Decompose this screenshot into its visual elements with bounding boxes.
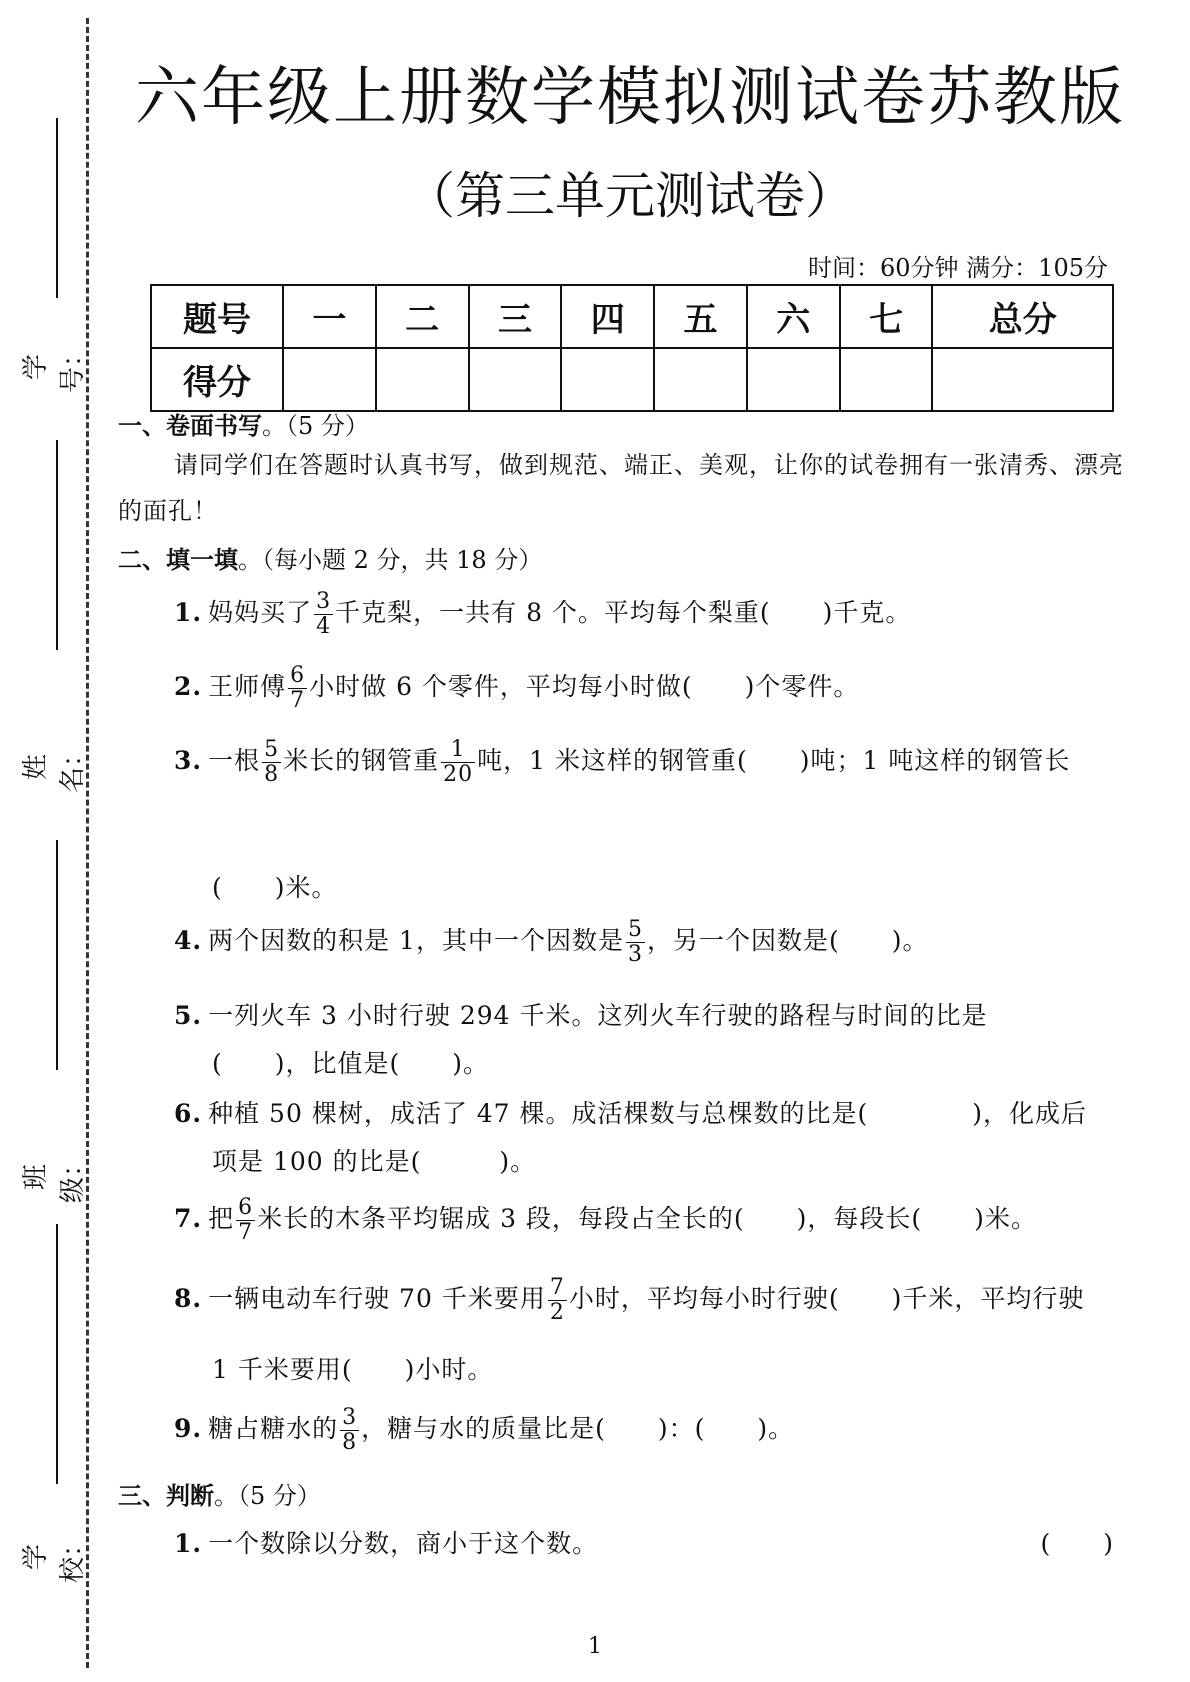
score-table-cell: 三 (469, 285, 562, 348)
score-table-score-row (151, 348, 1113, 411)
question-text: 吨，1 米这样的钢管重( )吨；1 吨这样的钢管长 (477, 746, 1071, 775)
score-table-cell: 二 (376, 285, 469, 348)
question-2-6 (174, 1094, 1154, 1130)
section-3-points: 。（5 分） (214, 1482, 321, 1510)
score-table-cell: 七 (840, 285, 933, 348)
question-3-1 (174, 1524, 1154, 1560)
question-number: 5. (174, 1001, 203, 1030)
fraction (314, 590, 333, 639)
question-text: 糖占糖水的 (208, 1414, 339, 1443)
fraction-denominator: 8 (264, 762, 280, 787)
question-number: 9. (174, 1414, 203, 1443)
fraction (548, 1276, 567, 1325)
question-number: 6. (174, 1099, 203, 1128)
question-2-5-cont (174, 1044, 1154, 1080)
fraction (262, 738, 281, 787)
fraction (236, 1196, 255, 1245)
question-text: 把 (208, 1204, 235, 1233)
name-label: 姓名： (21, 741, 88, 794)
question-number: 2. (174, 672, 203, 701)
page-number: 1 (588, 1634, 602, 1659)
score-table (150, 284, 1114, 412)
score-entry-cell[interactable] (283, 348, 376, 411)
question-text: 妈妈买了 (208, 598, 313, 627)
fraction-numerator: 6 (238, 1195, 254, 1220)
score-table-cell: 五 (654, 285, 747, 348)
page-title: 六年级上册数学模拟测试卷苏教版 (135, 61, 1125, 135)
question-number: 1. (174, 598, 203, 627)
name-rule (56, 440, 58, 650)
question-text: ( )，比值是( )。 (212, 1049, 490, 1078)
question-text: 小时做 6 个零件，平均每小时做( )个零件。 (309, 672, 860, 701)
question-number: 7. (174, 1204, 203, 1233)
score-entry-cell[interactable] (469, 348, 562, 411)
question-text: 小时，平均每小时行驶( )千米，平均行驶 (568, 1284, 1085, 1313)
score-table-cell: 得分 (151, 348, 283, 411)
question-text: ( )米。 (212, 873, 338, 902)
score-table-cell: 题号 (151, 285, 283, 348)
section-3-heading (118, 1476, 321, 1511)
binding-dashed-line (86, 18, 89, 1668)
question-2-6-cont (174, 1142, 1154, 1178)
question-text: 千克梨，一共有 8 个。平均每个梨重( )千克。 (335, 598, 912, 627)
section-3-title: 三、判断 (118, 1481, 214, 1510)
score-entry-cell[interactable] (932, 348, 1113, 411)
section-2-points: 。（每小题 2 分，共 18 分） (238, 546, 543, 574)
time-score-info: 时间：60分钟 满分：105分 (808, 254, 1108, 282)
question-2-1 (174, 590, 1154, 639)
score-entry-cell[interactable] (561, 348, 654, 411)
class-rule (56, 840, 58, 1070)
fraction-denominator: 20 (443, 762, 474, 787)
question-2-2 (174, 664, 1154, 713)
section-1-points: 。（5 分） (262, 412, 369, 440)
question-2-7 (174, 1196, 1154, 1245)
question-text: 米长的木条平均锯成 3 段，每段占全长的( )，每段长( )米。 (257, 1204, 1037, 1233)
question-text: ，糖与水的质量比是( )：( )。 (361, 1414, 795, 1443)
question-text: 一个数除以分数，商小于这个数。 (208, 1529, 599, 1558)
section-1-title: 一、卷面书写 (118, 411, 262, 440)
fraction-numerator: 5 (627, 917, 643, 942)
score-entry-cell[interactable] (747, 348, 840, 411)
fraction-denominator: 7 (290, 688, 306, 713)
question-text: 两个因数的积是 1，其中一个因数是 (208, 926, 624, 955)
section-1-text: 请同学们在答题时认真书写，做到规范、端正、美观，让你的试卷拥有一张清秀、漂亮的面孔！ (118, 451, 1124, 525)
student-id-rule (56, 118, 58, 298)
question-text: ，另一个因数是( )。 (646, 926, 929, 955)
fraction (288, 664, 307, 713)
question-2-4 (174, 918, 1154, 967)
question-2-8-cont (174, 1350, 1154, 1386)
school-rule (56, 1224, 58, 1484)
fraction-numerator: 3 (342, 1405, 358, 1430)
question-2-3-cont (174, 868, 1154, 904)
question-2-8 (174, 1276, 1154, 1325)
fraction (626, 918, 645, 967)
question-text: 王师傅 (208, 672, 287, 701)
answer-paren[interactable]: ( ) (1040, 1529, 1114, 1558)
score-entry-cell[interactable] (654, 348, 747, 411)
question-number: 8. (174, 1284, 203, 1313)
student-id-label: 学号： (21, 341, 88, 394)
question-text: 一列火车 3 小时行驶 294 千米。这列火车行驶的路程与时间的比是 (208, 1001, 988, 1030)
question-text: 项是 100 的比是( )。 (212, 1147, 537, 1176)
question-2-5 (174, 996, 1154, 1032)
section-2-title: 二、填一填 (118, 545, 238, 574)
question-number: 4. (174, 926, 203, 955)
fraction-denominator: 8 (342, 1430, 358, 1455)
question-text: 种植 50 棵树，成活了 47 棵。成活棵数与总棵数的比是( )，化成后 (208, 1099, 1088, 1128)
fraction-denominator: 7 (238, 1220, 254, 1245)
question-number: 3. (174, 746, 203, 775)
question-text: 一根 (208, 746, 261, 775)
question-number: 1. (174, 1529, 203, 1558)
fraction-denominator: 4 (316, 614, 332, 639)
fraction-numerator: 5 (264, 737, 280, 762)
score-table-header-row (151, 285, 1113, 348)
score-table-cell: 一 (283, 285, 376, 348)
score-table-cell: 总分 (932, 285, 1113, 348)
fraction (441, 738, 475, 787)
question-text: 1 千米要用( )小时。 (212, 1355, 494, 1384)
question-2-3 (174, 738, 1154, 787)
fraction-numerator: 6 (290, 663, 306, 688)
question-text: 一辆电动车行驶 70 千米要用 (208, 1284, 546, 1313)
score-table-cell: 六 (747, 285, 840, 348)
page-subtitle: （第三单元测试卷） (405, 167, 855, 225)
score-entry-cell[interactable] (840, 348, 933, 411)
question-text: 米长的钢管重 (283, 746, 440, 775)
section-1-heading (118, 406, 369, 441)
question-2-9 (174, 1406, 1154, 1455)
fraction (340, 1406, 359, 1455)
section-2-heading (118, 540, 542, 575)
fraction-denominator: 3 (627, 942, 643, 967)
class-label: 班级： (21, 1151, 88, 1204)
fraction-numerator: 1 (441, 738, 475, 763)
score-entry-cell[interactable] (376, 348, 469, 411)
fraction-numerator: 7 (549, 1275, 565, 1300)
school-label: 学校： (21, 1531, 88, 1584)
fraction-denominator: 2 (549, 1300, 565, 1325)
fraction-numerator: 3 (316, 589, 332, 614)
score-table-cell: 四 (561, 285, 654, 348)
